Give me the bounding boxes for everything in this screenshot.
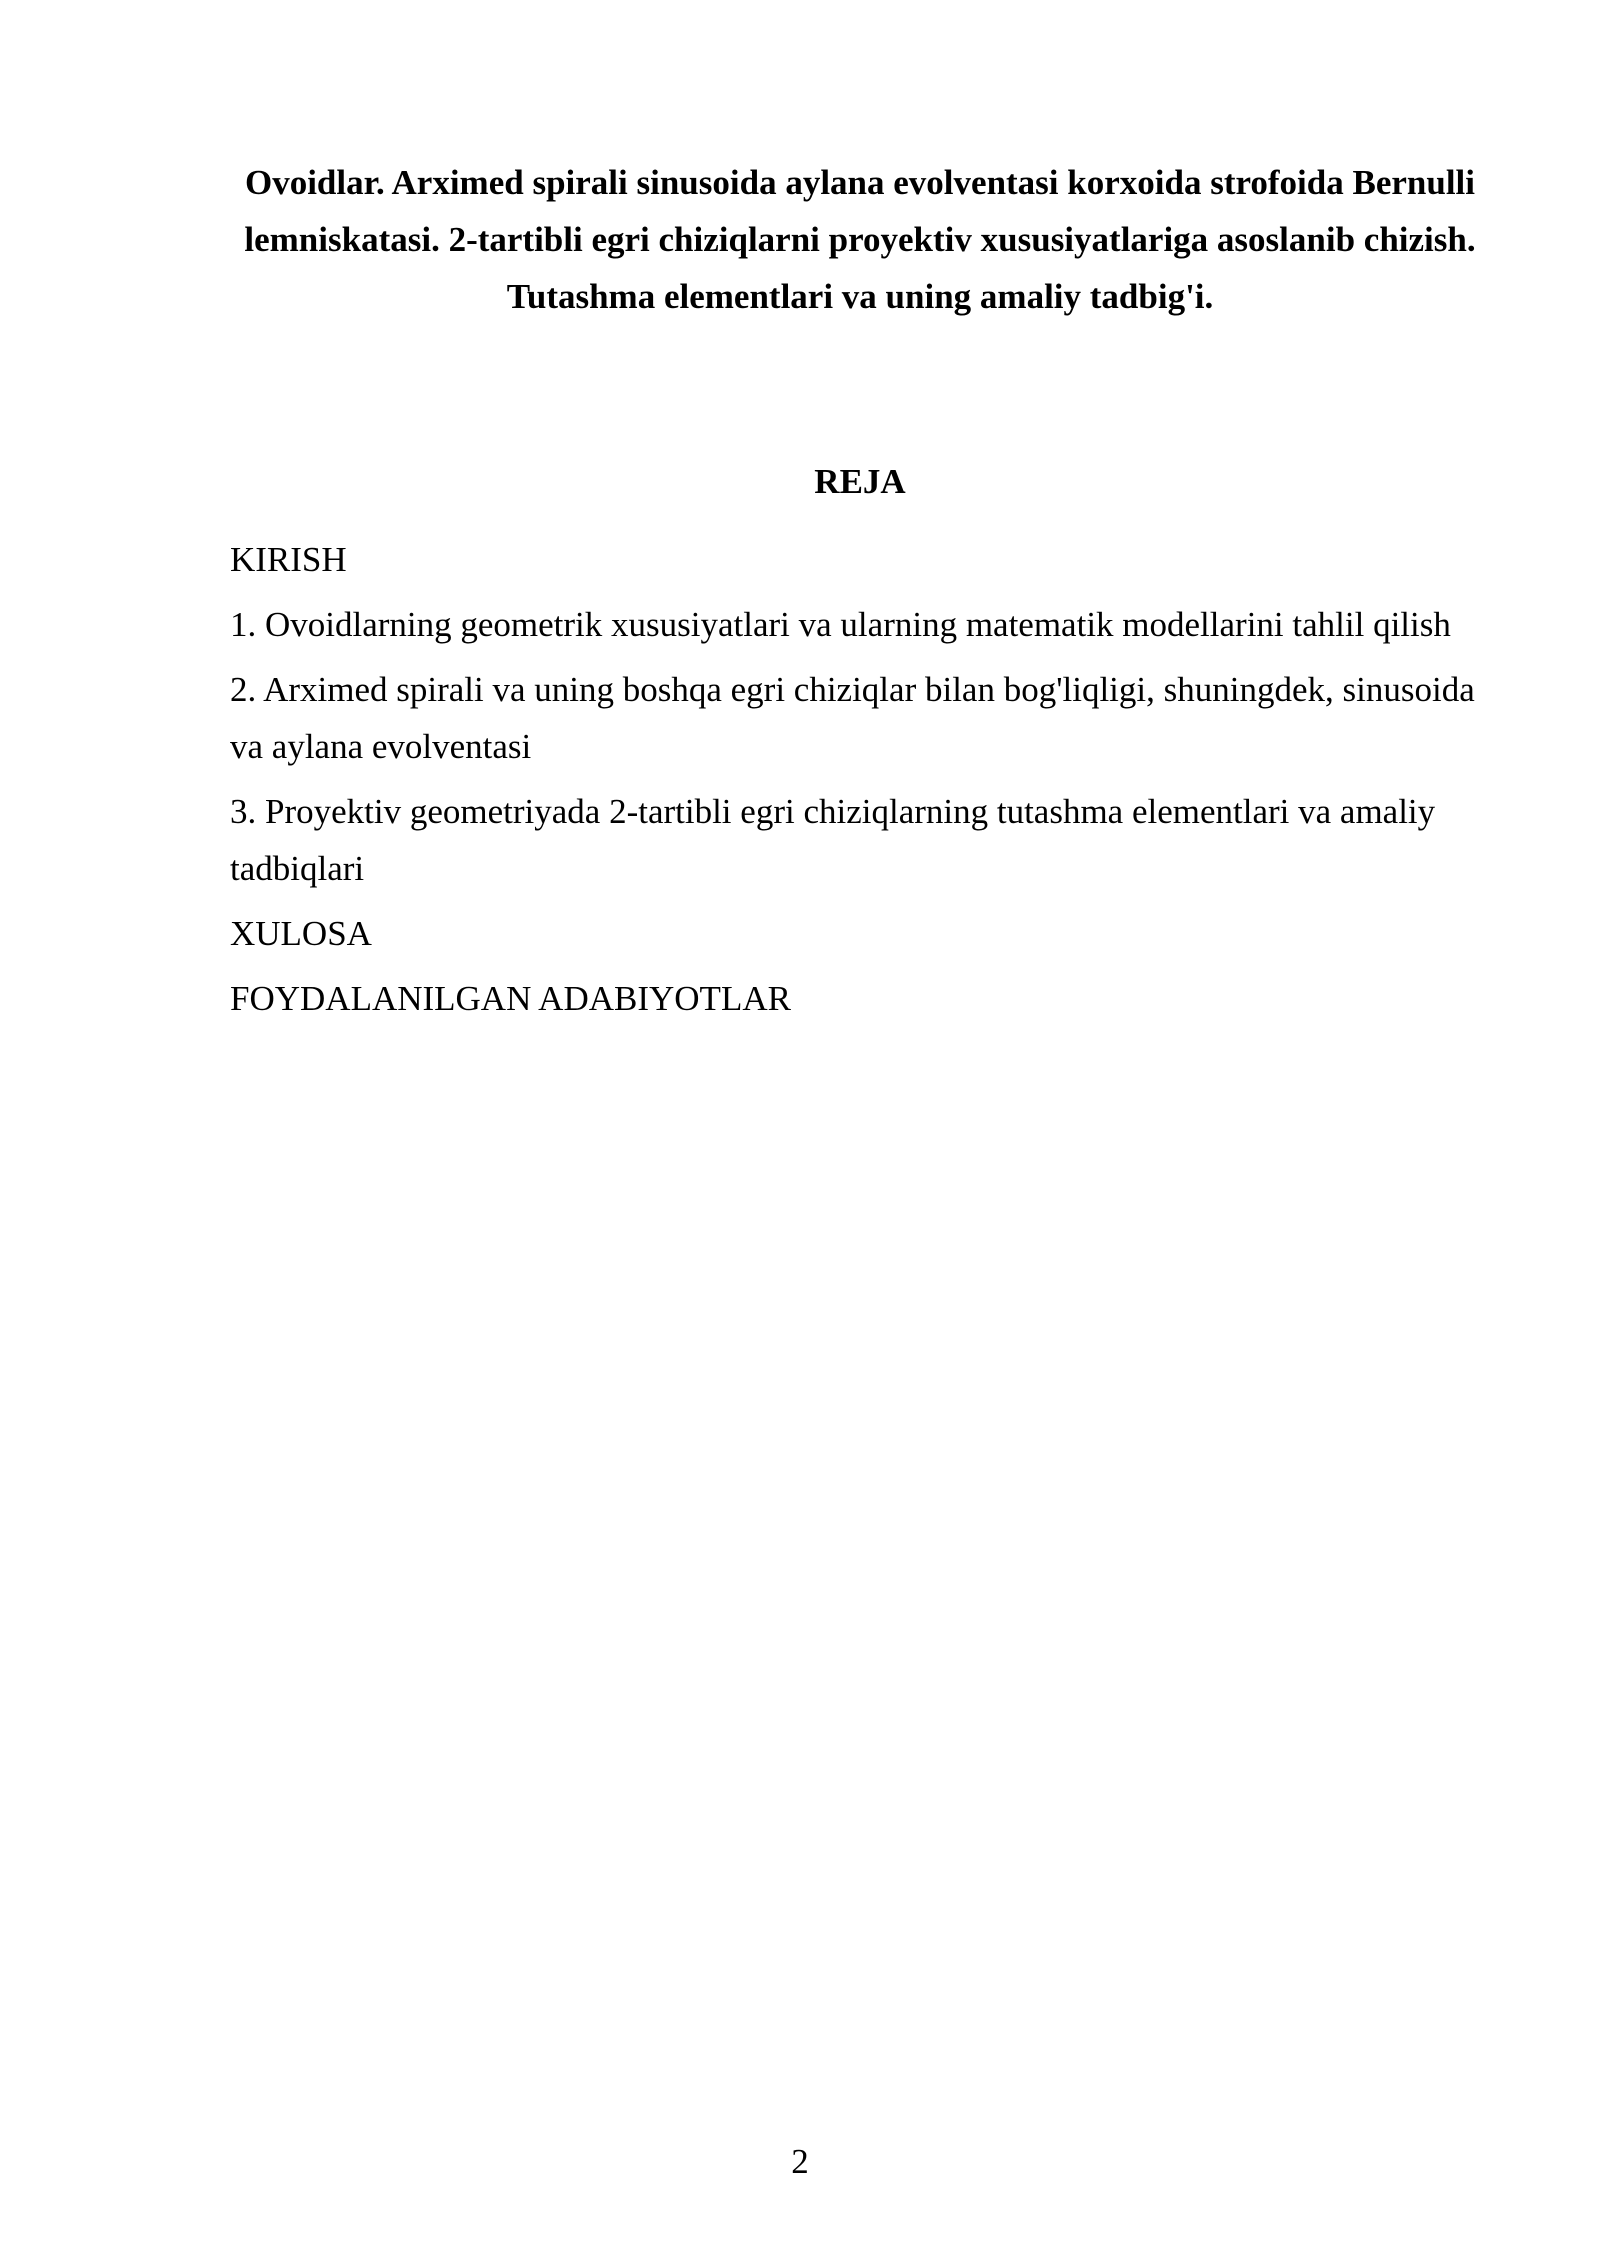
document-title: Ovoidlar. Arximed spirali sinusoida aylana evolventasi korxoida strofoida Bernulli lemniskatasi. 2-tartibli egri chiziqlarni proyektiv xususiyatlariga asoslanib chizish. Tutashma elementlari va uning amaliy tadbig'i. [244, 163, 1476, 316]
plan-list [230, 531, 1490, 1035]
plan-item-3: 3. Proyektiv geometriyada 2-tartibli egri chiziqlarning tutashma elementlari va amaliy tadbiqlari [230, 792, 1436, 888]
plan-item-introduction: KIRISH [230, 540, 347, 579]
plan-item-2: 2. Arximed spirali va uning boshqa egri chiziqlar bilan bog'liqligi, shuningdek, sinusoida va aylana evolventasi [230, 670, 1475, 766]
plan-heading: REJA [814, 462, 906, 501]
plan-item-references: FOYDALANILGAN ADABIYOTLAR [230, 979, 791, 1018]
plan-item-1: 1. Ovoidlarning geometrik xususiyatlari va ularning matematik modellarini tahlil qilish [230, 605, 1451, 644]
page-number: 2 [791, 2142, 809, 2181]
plan-item-conclusion: XULOSA [230, 914, 372, 953]
